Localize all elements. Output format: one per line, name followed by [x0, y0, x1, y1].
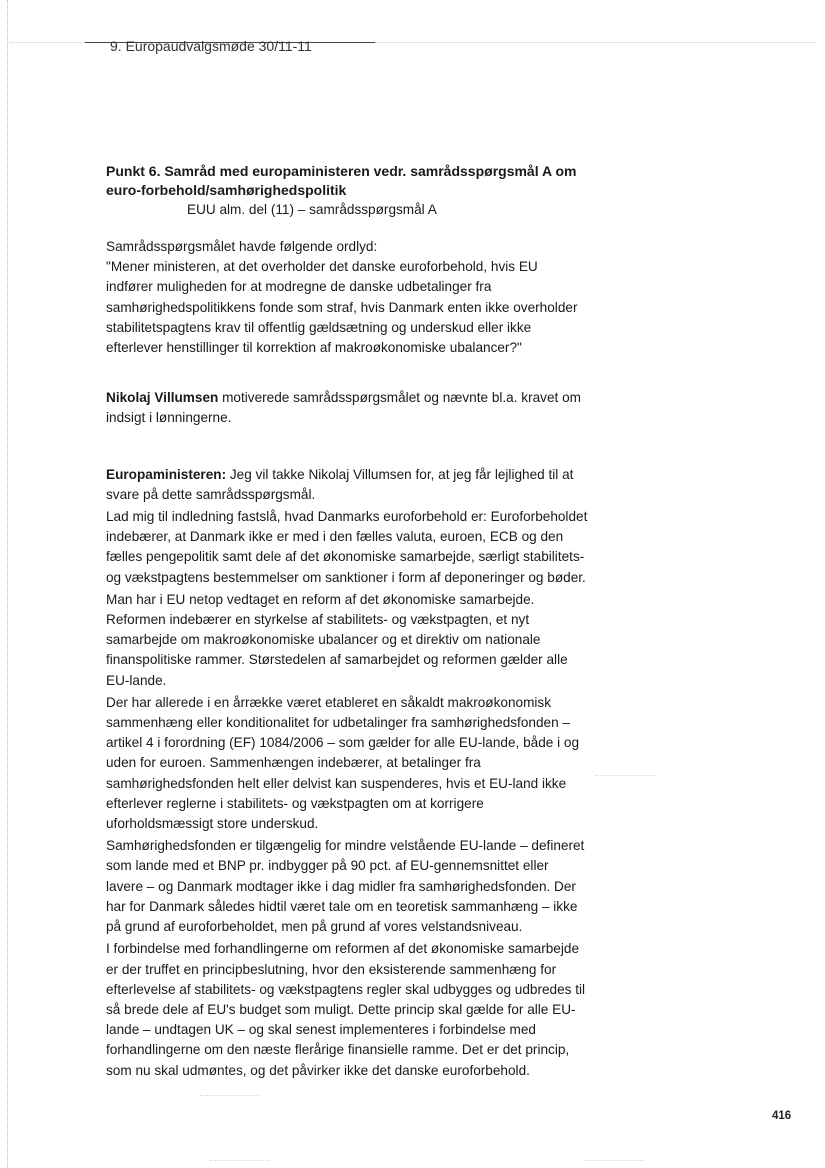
answer-paragraph-1: Lad mig til indledning fastslå, hvad Danmarks euroforbehold er: Euroforbeholdet indebærer, at Danmark ikke er med i den fælles valuta, euroen, ECB og den fælles pengepolitik samt dele af det økonomiske samarbejde, særligt stabilitets- og vækstpagtens bestemmelser om sanktioner i form af deponeringer og bøder. — [106, 509, 588, 585]
answer-speaker: Europaministeren: — [106, 466, 227, 482]
motivation-text: motiverede samrådsspørgsmålet og nævnte bl.a. kravet om indsigt i lønningerne. — [106, 390, 581, 426]
scan-artifact — [210, 1160, 270, 1161]
header-rule-left — [10, 42, 85, 43]
motivation-paragraph — [106, 388, 588, 428]
answer-paragraph-5: I forbindelse med forhandlingerne om reformen af det økonomiske samarbejde er der truffet en principbeslutning, hvor den eksisterende sammenhæng for efterlevelse af stabilitets- og vækstpagtens regler skal udbygges og udbredes til så brede dele af EU's budget som muligt. Dette princip skal gælde for alle EU-lande – undtagen UK – og skal senest implementeres i forbindelse med forhandlingerne om den næste flerårige finansielle ramme. Det er det princip, som nu skal udmøntes, og det påvirker ikke det danske euroforbehold. — [106, 941, 586, 1078]
answer-paragraph-2: Man har i EU netop vedtaget en reform af det økonomiske samarbejde. Reformen indebærer en styrkelse af stabilitets- og vækstpagten, et nyt samarbejde om makroøkonomiske ubalancer og et direktiv om nationale finanspolitiske rammer. Størstedelen af samarbejdet og reformen gælder alle EU-lande. — [106, 591, 568, 688]
header-rule-right — [375, 42, 815, 43]
page-number: 416 — [772, 1110, 792, 1122]
running-header: 9. Europaudvalgsmøde 30/11-11 — [110, 38, 312, 54]
scan-artifact — [200, 1095, 260, 1096]
scan-artifact — [585, 1160, 645, 1161]
section-reference: EUU alm. del (11) – samrådsspørgsmål A — [187, 202, 437, 217]
document-body — [106, 162, 588, 1081]
answer-paragraph-4: Samhørighedsfonden er tilgængelig for mindre velstående EU-lande – defineret som lande med et BNP pr. indbygger på 90 pct. af EU-gennemsnittet eller lavere – og Danmark modtager ikke i dag midler fra samhørighedsfonden. Der har for Danmark således hidtil været tale om en teoretisk sammanhæng – ikke på grund af euroforbeholdet, men på grund af vores velstandsniveau. — [106, 838, 585, 935]
page-edge — [7, 0, 8, 1168]
scan-artifact — [595, 775, 655, 776]
section-title: Punkt 6. Samråd med europaministeren vedr. samrådsspørgsmål A om euro-forbehold/samhørighedspolitik — [106, 163, 577, 198]
question-text: "Mener ministeren, at det overholder det danske euroforbehold, hvis EU indfører muligheden for at modregne de danske udbetalinger fra samhørighedspolitikkens fonde som straf, hvis Danmark enten ikke overholder stabilitetspagtens krav til offentlig gældsætning og underskud eller ikke efterlever henstillinger til korrektion af makroøkonomiske ubalancer?" — [106, 259, 578, 356]
question-intro: Samrådsspørgsmålet havde følgende ordlyd: — [106, 239, 378, 254]
answer-opening-text: Jeg vil takke Nikolaj Villumsen for, at jeg får lejlighed til at svare på dette samrådsspørgsmål. — [106, 466, 574, 502]
answer-opening-paragraph — [106, 465, 588, 505]
answer-paragraph-3: Der har allerede i en årrække været etableret en såkaldt makroøkonomisk sammenhæng eller konditionalitet for udbetalinger fra samhørighedsfonden – artikel 4 i forordning (EF) 1084/2006 – som gælder for alle EU-lande, både i og uden for euroen. Sammenhængen indebærer, at betalinger fra samhørighedsfonden helt eller delvist kan suspenderes, hvis et EU-land ikke efterlever reglerne i stabilitets- og vækstpagten om at korrigere uforholdsmæssigt store underskud. — [106, 694, 580, 832]
motivation-speaker: Nikolaj Villumsen — [106, 390, 219, 406]
